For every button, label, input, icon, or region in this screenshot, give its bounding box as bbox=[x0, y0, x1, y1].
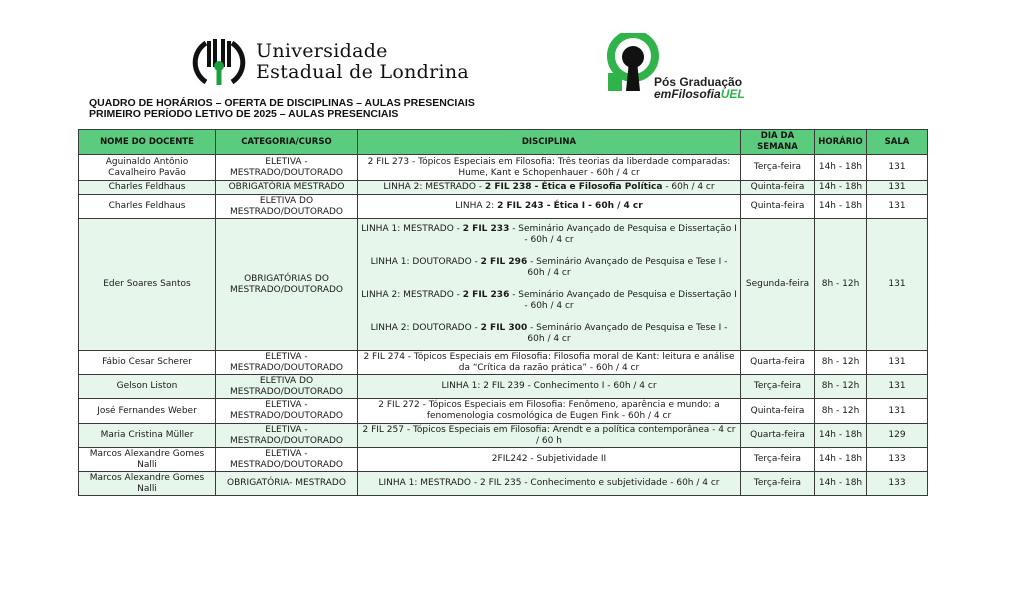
heading-line1: QUADRO DE HORÁRIOS – OFERTA DE DISCIPLINAS – AULAS PRESENCIAIS bbox=[89, 97, 475, 109]
cell-horario: 8h - 12h bbox=[815, 399, 867, 424]
ppg-filosofia-logo bbox=[598, 33, 788, 101]
table-row bbox=[79, 448, 928, 472]
table-row bbox=[79, 399, 928, 424]
uel-name-line2: Estadual de Londrina bbox=[256, 61, 470, 83]
cell-sala: 131 bbox=[867, 399, 928, 424]
cell-docente: Marcos Alexandre Gomes Nalli bbox=[79, 472, 216, 496]
cell-dia: Terça-feira bbox=[741, 375, 815, 399]
cell-docente: Gelson Liston bbox=[79, 375, 216, 399]
table-row bbox=[79, 155, 928, 181]
cell-categoria: OBRIGATÓRIA MESTRADO bbox=[216, 181, 358, 195]
uel-wordmark bbox=[256, 41, 469, 83]
heading-line2: PRIMEIRO PERÍODO LETIVO DE 2025 – AULAS PRESENCIAIS bbox=[89, 108, 399, 120]
ppg-line1: Pós Graduação bbox=[654, 75, 743, 89]
ppg-wordmark bbox=[654, 76, 745, 100]
cell-dia: Quinta-feira bbox=[741, 195, 815, 219]
uel-logo bbox=[190, 36, 469, 88]
cell-horario: 14h - 18h bbox=[815, 472, 867, 496]
cell-disciplina: 2 FIL 273 - Tópicos Especiais em Filosofia: Três teorias da liberdade comparadas: Hume, Kant e Schopenhauer - 60h / 4 cr bbox=[358, 155, 741, 181]
header-disciplina: DISCIPLINA bbox=[358, 130, 741, 155]
disc-suffix: - Seminário Avançado de Pesquisa e Tese I - 60h / 4 cr bbox=[527, 257, 728, 278]
cell-docente: Charles Feldhaus bbox=[79, 195, 216, 219]
disc-bold: 2 FIL 238 - Ética e Filosofia Política bbox=[484, 182, 663, 192]
table-header-row bbox=[79, 130, 928, 155]
disc-prefix: LINHA 2: DOUTORADO - bbox=[370, 323, 481, 333]
cell-sala: 129 bbox=[867, 424, 928, 448]
table-row bbox=[79, 195, 928, 219]
cell-docente: Eder Soares Santos bbox=[79, 219, 216, 351]
cell-categoria: ELETIVA - MESTRADO/DOUTORADO bbox=[216, 155, 358, 181]
cell-dia: Terça-feira bbox=[741, 472, 815, 496]
table-row bbox=[79, 375, 928, 399]
cell-horario: 14h - 18h bbox=[815, 424, 867, 448]
disc-code: 2 FIL 296 bbox=[480, 257, 528, 267]
schedule-table bbox=[78, 129, 928, 496]
disc-item bbox=[361, 323, 737, 345]
cell-sala: 131 bbox=[867, 375, 928, 399]
cell-sala: 131 bbox=[867, 195, 928, 219]
table-row bbox=[79, 472, 928, 496]
header-horario: HORÁRIO bbox=[815, 130, 867, 155]
ppg-line2-prefix: emFilosofia bbox=[654, 87, 721, 101]
uel-name-line1: Universidade bbox=[256, 40, 388, 62]
cell-disciplina: 2 FIL 257 - Tópicos Especiais em Filosofia: Arendt e a política contemporânea - 4 cr / 60 h bbox=[358, 424, 741, 448]
cell-disciplina: 2 FIL 274 - Tópicos Especiais em Filosofia: Filosofia moral de Kant: leitura e análise da “Crítica da razão prática” - 60h / 4 cr bbox=[358, 351, 741, 375]
disc-prefix: LINHA 2: MESTRADO - bbox=[361, 290, 463, 300]
cell-dia: Quinta-feira bbox=[741, 181, 815, 195]
cell-categoria: OBRIGATÓRIAS DO MESTRADO/DOUTORADO bbox=[216, 219, 358, 351]
cell-dia: Quarta-feira bbox=[741, 351, 815, 375]
cell-categoria: ELETIVA DO MESTRADO/DOUTORADO bbox=[216, 375, 358, 399]
cell-dia: Quarta-feira bbox=[741, 424, 815, 448]
ppg-line2 bbox=[654, 88, 745, 100]
cell-disciplina bbox=[358, 195, 741, 219]
disc-code: 2 FIL 233 bbox=[462, 224, 510, 234]
header-docente: NOME DO DOCENTE bbox=[79, 130, 216, 155]
cell-docente: José Fernandes Weber bbox=[79, 399, 216, 424]
cell-horario: 8h - 12h bbox=[815, 219, 867, 351]
disc-prefix: LINHA 2: MESTRADO - bbox=[383, 182, 485, 192]
cell-horario: 14h - 18h bbox=[815, 181, 867, 195]
cell-horario: 14h - 18h bbox=[815, 155, 867, 181]
document-heading bbox=[89, 98, 475, 120]
disc-suffix: - Seminário Avançado de Pesquisa e Tese I - 60h / 4 cr bbox=[527, 323, 728, 344]
header-sala: SALA bbox=[867, 130, 928, 155]
disc-code: 2 FIL 300 bbox=[480, 323, 528, 333]
cell-sala: 131 bbox=[867, 219, 928, 351]
cell-horario: 14h - 18h bbox=[815, 195, 867, 219]
disc-suffix: - Seminário Avançado de Pesquisa e Dissertação I - 60h / 4 cr bbox=[509, 224, 737, 245]
cell-dia: Segunda-feira bbox=[741, 219, 815, 351]
header-dia: DIA DA SEMANA bbox=[741, 130, 815, 155]
cell-docente: Marcos Alexandre Gomes Nalli bbox=[79, 448, 216, 472]
cell-categoria: ELETIVA - MESTRADO/DOUTORADO bbox=[216, 424, 358, 448]
cell-categoria: ELETIVA DO MESTRADO/DOUTORADO bbox=[216, 195, 358, 219]
cell-disciplina: LINHA 1: 2 FIL 239 - Conhecimento I - 60h / 4 cr bbox=[358, 375, 741, 399]
ppg-line2-suffix: UEL bbox=[720, 87, 745, 101]
header-categoria: CATEGORIA/CURSO bbox=[216, 130, 358, 155]
cell-categoria: OBRIGATÓRIA- MESTRADO bbox=[216, 472, 358, 496]
cell-sala: 131 bbox=[867, 351, 928, 375]
cell-disciplina bbox=[358, 219, 741, 351]
cell-sala: 131 bbox=[867, 155, 928, 181]
table-row bbox=[79, 219, 928, 351]
cell-categoria: ELETIVA - MESTRADO/DOUTORADO bbox=[216, 448, 358, 472]
cell-categoria: ELETIVA - MESTRADO/DOUTORADO bbox=[216, 351, 358, 375]
cell-disciplina bbox=[358, 181, 741, 195]
table-row bbox=[79, 351, 928, 375]
cell-disciplina: 2FIL242 - Subjetividade II bbox=[358, 448, 741, 472]
cell-sala: 133 bbox=[867, 448, 928, 472]
cell-dia: Quinta-feira bbox=[741, 399, 815, 424]
cell-docente: Charles Feldhaus bbox=[79, 181, 216, 195]
disc-item bbox=[361, 257, 737, 279]
table-row bbox=[79, 424, 928, 448]
cell-disciplina: 2 FIL 272 - Tópicos Especiais em Filosofia: Fenômeno, aparência e mundo: a fenomenologia cosmológica de Eugen Fink - 60h / 4 cr bbox=[358, 399, 741, 424]
cell-disciplina: LINHA 1: MESTRADO - 2 FIL 235 - Conhecimento e subjetividade - 60h / 4 cr bbox=[358, 472, 741, 496]
cell-horario: 8h - 12h bbox=[815, 375, 867, 399]
disc-suffix: - Seminário Avançado de Pesquisa e Dissertação I - 60h / 4 cr bbox=[509, 290, 737, 311]
cell-sala: 133 bbox=[867, 472, 928, 496]
cell-categoria: ELETIVA - MESTRADO/DOUTORADO bbox=[216, 399, 358, 424]
cell-dia: Terça-feira bbox=[741, 155, 815, 181]
cell-horario: 14h - 18h bbox=[815, 448, 867, 472]
table-row bbox=[79, 181, 928, 195]
disc-suffix: - 60h / 4 cr bbox=[662, 182, 715, 192]
disc-bold: 2 FIL 243 - Ética I - 60h / 4 cr bbox=[497, 201, 643, 211]
cell-docente: Maria Cristina Müller bbox=[79, 424, 216, 448]
disc-code: 2 FIL 236 bbox=[462, 290, 510, 300]
cell-dia: Terça-feira bbox=[741, 448, 815, 472]
cell-horario: 8h - 12h bbox=[815, 351, 867, 375]
cell-docente: Fábio Cesar Scherer bbox=[79, 351, 216, 375]
disc-prefix: LINHA 1: DOUTORADO - bbox=[370, 257, 481, 267]
disc-prefix: LINHA 2: bbox=[455, 201, 498, 211]
cell-docente: Aguinaldo Antônio Cavalheiro Pavão bbox=[79, 155, 216, 181]
cell-sala: 131 bbox=[867, 181, 928, 195]
disc-item bbox=[361, 224, 737, 246]
disc-prefix: LINHA 1: MESTRADO - bbox=[361, 224, 463, 234]
disc-item bbox=[361, 290, 737, 312]
uel-emblem-icon bbox=[190, 36, 248, 88]
